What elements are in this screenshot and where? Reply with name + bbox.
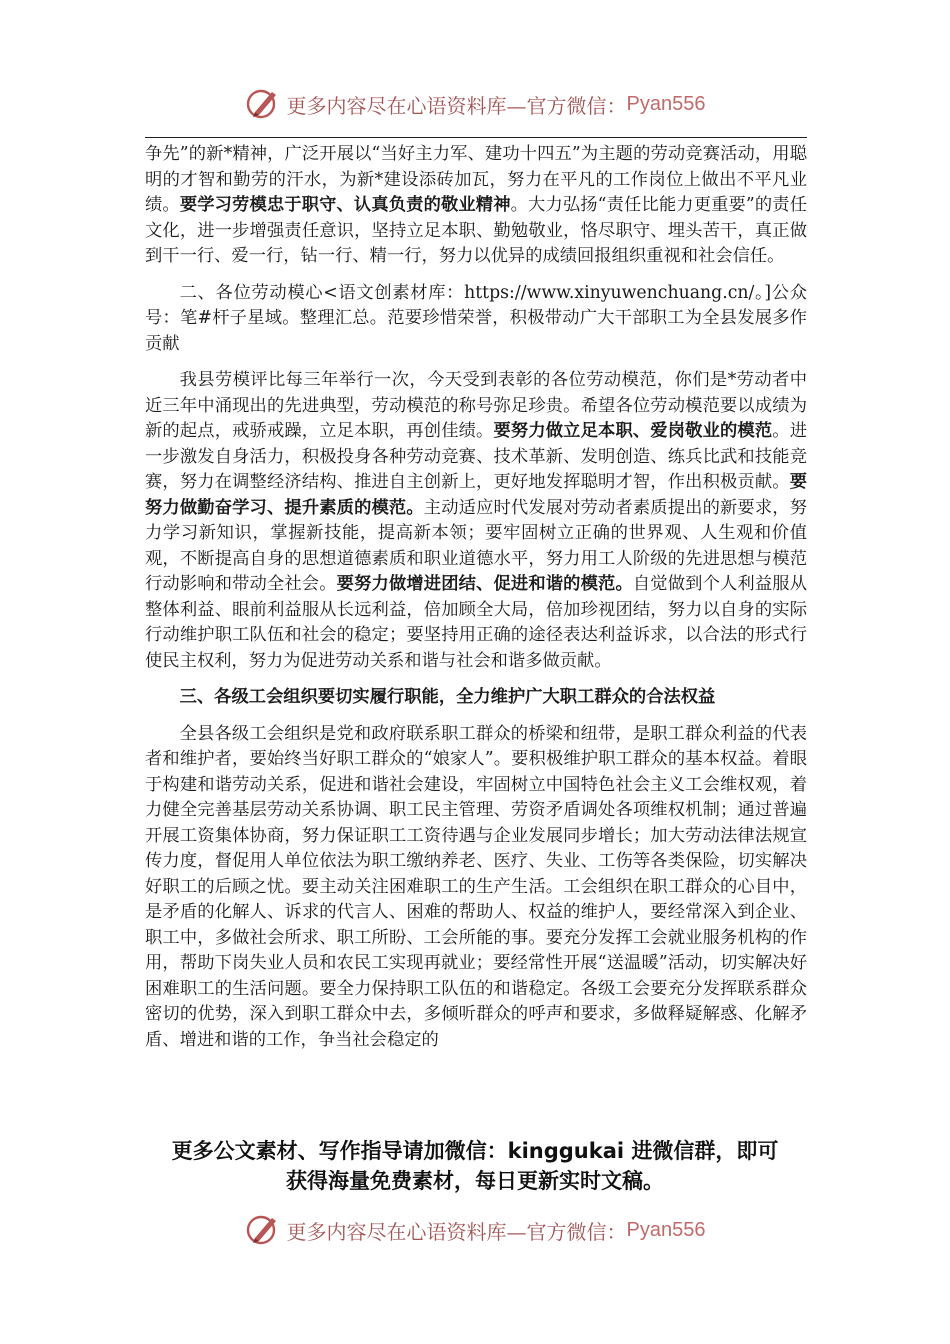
paragraph-1: 争先”的新*精神，广泛开展以“当好主力军、建功十四五”为主题的劳动竞赛活动，用聪明的才智和勤劳的汗水，为新*建设添砖加瓦，努力在平凡的工作岗位上做出不平凡业绩。要学习劳模忠于职守、认真负责的敬业精神。大力弘扬“责任比能力更重要”的责任文化，进一步增强责任意识，坚持立足本职、勤勉敬业，恪尽职守、埋头苦干，真正做到干一行、爱一行，钻一行、精一行，努力以优异的成绩回报组织重视和社会信任。 bbox=[145, 144, 807, 266]
footer-banner bbox=[0, 1208, 950, 1252]
promo-line-2: 获得海量免费素材，每日更新实时文稿。 bbox=[286, 1169, 664, 1193]
banner-text: 更多内容尽在心语资料库—官方微信： bbox=[286, 1219, 627, 1244]
paragraph-3: 我县劳模评比每三年举行一次，今天受到表彰的各位劳动模范，你们是*劳动者中近三年中涌现出的先进典型，劳动模范的称号弥足珍贵。希望各位劳动模范要以成绩为新的起点，戒骄戒躁，立足本职，再创佳绩。要努力做立足本职、爱岗敬业的模范。进一步激发自身活力，积极投身各种劳动竞赛、技术革新、发明创造、练兵比武和技能竞赛，努力在调整经济结构、推进自主创新上，更好地发挥聪明才智，作出积极贡献。要努力做勤奋学习、提升素质的模范。主动适应时代发展对劳动者素质提出的新要求，努力学习新知识，掌握新技能，提高新本领；要牢固树立正确的世界观、人生观和价值观，不断提高自身的思想道德素质和职业道德水平，努力用工人阶级的先进思想与模范行动影响和带动全社会。要努力做增进团结、促进和谐的模范。自觉做到个人利益服从整体利益、眼前利益服从长远利益，倍加顾全大局，倍加珍视团结，努力以自身的实际行动维护职工队伍和社会的稳定；要坚持用正确的途径表达利益诉求，以合法的形式行使民主权利，努力为促进劳动关系和谐与社会和谐多做贡献。 bbox=[145, 370, 807, 671]
banner-wechat-id: Pyan556 bbox=[626, 1218, 706, 1241]
promo-notice bbox=[120, 1136, 830, 1196]
paragraph-4: 全县各级工会组织是党和政府联系职工群众的桥梁和纽带，是职工群众利益的代表者和维护者，要始终当好职工群众的“娘家人”。要积极维护职工群众的基本权益。着眼于构建和谐劳动关系，促进和谐社会建设，牢固树立中国特色社会主义工会维权观，着力健全完善基层劳动关系协调、职工民主管理、劳资矛盾调处各项维权机制；通过普遍开展工资集体协商，努力保证职工工资待遇与企业发展同步增长；加大劳动法律法规宣传力度，督促用人单位依法为职工缴纳养老、医疗、失业、工伤等各类保险，切实解决好职工的后顾之忧。要主动关注困难职工的生产生活。工会组织在职工群众的心目中，是矛盾的化解人、诉求的代言人、困难的帮助人、权益的维护人，要经常深入到企业、职工中，多做社会所求、职工所盼、工会所能的事。要充分发挥工会就业服务机构的作用，帮助下岗失业人员和农民工实现再就业；要经常性开展“送温暖”活动，切实解决好困难职工的生活问题。要全力保持职工队伍的和谐稳定。各级工会要充分发挥联系群众密切的优势，深入到职工群众中去，多倾听群众的呼声和要求，多做释疑解惑、化解矛盾、增进和谐的工作，争当社会稳定的 bbox=[145, 723, 807, 1050]
bold-phrase: 要努力做立足本职、爱岗敬业的模范 bbox=[493, 421, 773, 441]
header-divider bbox=[145, 137, 807, 138]
banner-wechat-id: Pyan556 bbox=[626, 92, 706, 115]
bold-phrase: 要努力做勤奋学习、提升素质的模范。 bbox=[145, 472, 807, 518]
header-banner bbox=[0, 82, 950, 126]
banner-text: 更多内容尽在心语资料库—官方微信： bbox=[286, 93, 627, 118]
pen-logo-icon bbox=[245, 86, 281, 122]
section-2-heading: 二、各位劳动模心<语文创素材库：https://www.xinyuwenchuang.cn/。]公众号：笔#杆子星域。整理汇总。范要珍惜荣誉，积极带动广大干部职工为全县发展多作贡献 bbox=[145, 282, 807, 354]
promo-line-1: 更多公文素材、写作指导请加微信：kinggukai 进微信群，即可 bbox=[171, 1139, 779, 1163]
pen-logo-icon bbox=[245, 1212, 281, 1248]
bold-phrase: 要学习劳模忠于职守、认真负责的敬业精神 bbox=[179, 195, 511, 215]
document-body bbox=[145, 142, 807, 1053]
bold-phrase: 要努力做增进团结、促进和谐的模范。 bbox=[336, 574, 633, 594]
section-3-heading: 三、各级工会组织要切实履行职能，全力维护广大职工群众的合法权益 bbox=[179, 687, 716, 707]
